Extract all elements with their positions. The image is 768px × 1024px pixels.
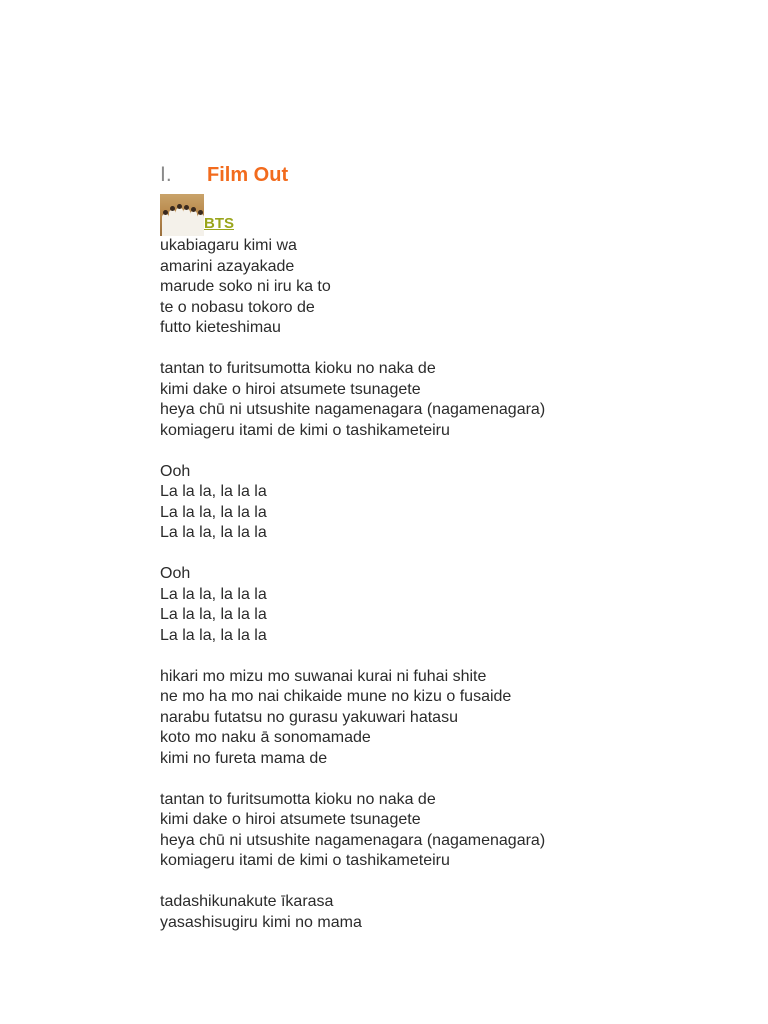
lyrics-body — [160, 236, 740, 933]
lyric-line: heya chū ni utsushite nagamenagara (nagamenagara) — [160, 401, 546, 418]
lyric-line: koto mo naku ā sonomamade — [160, 729, 371, 746]
lyric-stanza — [160, 892, 740, 933]
lyric-line: Ooh — [160, 462, 191, 480]
lyric-line: La la la, la la la — [160, 503, 267, 521]
lyric-line: La la la, la la la — [160, 483, 267, 500]
lyric-stanza — [160, 564, 740, 646]
lyric-line: kimi dake o hiroi atsumete tsunagete — [160, 380, 421, 398]
lyric-line: Ooh — [160, 565, 191, 582]
heading-number: I. — [160, 163, 172, 186]
lyric-line: La la la, la la la — [160, 626, 267, 644]
lyric-stanza — [160, 790, 740, 872]
lyric-stanza — [160, 462, 740, 544]
lyric-line: heya chū ni utsushite nagamenagara (nagamenagara) — [160, 831, 546, 849]
lyric-line: tadashikunakute īkarasa — [160, 893, 334, 910]
lyric-line: La la la, la la la — [160, 585, 267, 603]
lyric-line: ukabiagaru kimi wa — [160, 237, 297, 254]
lyric-stanza — [160, 236, 740, 339]
lyric-line: La la la, la la la — [160, 606, 267, 623]
lyric-line: La la la, la la la — [160, 524, 267, 541]
lyric-line: hikari mo mizu mo suwanai kurai ni fuhai shite — [160, 667, 487, 685]
lyric-line: tantan to furitsumotta kioku no naka de — [160, 360, 436, 377]
lyric-stanza — [160, 359, 740, 441]
song-title: Film Out — [207, 164, 289, 186]
lyric-line: komiageru itami de kimi o tashikameteiru — [160, 421, 450, 439]
artist-thumbnail — [160, 194, 204, 236]
lyric-line: te o nobasu tokoro de — [160, 298, 315, 316]
lyric-line: futto kieteshimau — [160, 319, 281, 336]
lyric-line: ne mo ha mo nai chikaide mune no kizu o fusaide — [160, 688, 512, 705]
lyric-line: amarini azayakade — [160, 257, 295, 275]
artist-row — [160, 192, 740, 236]
song-heading — [160, 163, 740, 191]
lyric-line: yasashisugiru kimi no mama — [160, 913, 362, 931]
lyric-stanza — [160, 667, 740, 770]
lyric-line: komiageru itami de kimi o tashikameteiru — [160, 852, 450, 869]
lyric-line: tantan to furitsumotta kioku no naka de — [160, 790, 436, 808]
lyric-line: narabu futatsu no gurasu yakuwari hatasu — [160, 708, 458, 726]
lyric-line: kimi no fureta mama de — [160, 749, 328, 767]
document-page — [160, 163, 740, 954]
lyric-line: marude soko ni iru ka to — [160, 278, 331, 295]
artist-link[interactable]: BTS — [204, 215, 234, 232]
lyric-line: kimi dake o hiroi atsumete tsunagete — [160, 811, 421, 828]
